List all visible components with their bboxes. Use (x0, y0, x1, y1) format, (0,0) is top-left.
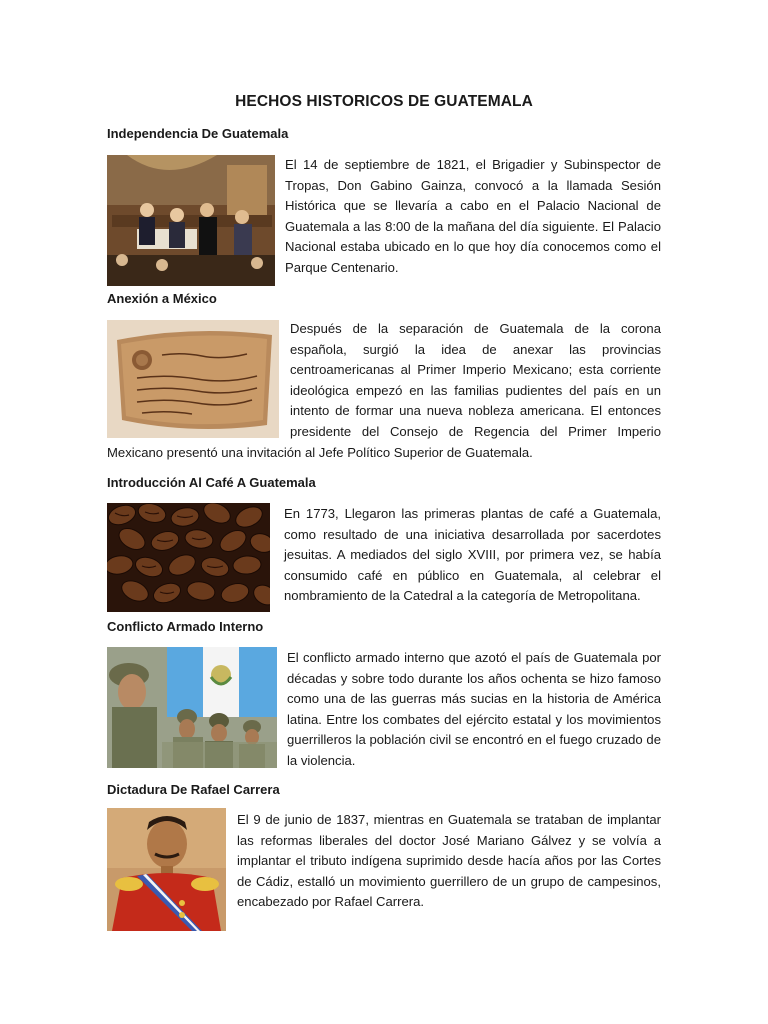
section-text-independencia: El 14 de septiembre de 1821, el Brigadier y Subinspector de Tropas, Don Gabino Gainza, convocó a la llamada Sesión Histórica que se llevaría a cabo en el Palacio Nacional de Guatemala a las 8:00 de la mañana del día siguiente. El Palacio Nacional estaba ubicado en lo que hoy día conocemos como el Parque Centenario. (285, 157, 661, 275)
coffee-beans-image (107, 503, 270, 612)
rafael-carrera-portrait-image (107, 808, 226, 931)
soldiers-flag-image (107, 647, 277, 768)
section-heading-conflicto: Conflicto Armado Interno (107, 619, 264, 634)
independence-painting-image (107, 155, 275, 286)
section-text-conflicto: El conflicto armado interno que azotó el país de Guatemala por décadas y sobre todo durante los años ochenta se hizo famoso como una de las guerras más sucias en la historia de América latina. Entre los combates del ejército estatal y los movimientos guerrilleros la población civil se encontró en el fuego cruzado de la violencia. (287, 650, 661, 768)
image-float-spacer (107, 319, 290, 422)
section-heading-independencia: Independencia De Guatemala (107, 126, 289, 141)
section-heading-carrera: Dictadura De Rafael Carrera (107, 782, 280, 797)
section-text-carrera: El 9 de junio de 1837, mientras en Guatemala se trataban de implantar las reformas liberales del doctor José Mariano Gálvez y se volvía a implantar el tributo indígena suprimido desde hacía años por las Cortes de Cádiz, estalló un movimiento guerrillero de un grupo de campesinos, encabezado por Rafael Carrera. (237, 812, 661, 910)
page-title: HECHOS HISTORICOS DE GUATEMALA (235, 93, 533, 110)
section-text-anexion-content: Después de la separación de Guatemala de la corona española, surgió la idea de anexar las provincias centroamericanas al Primer Imperio Mexicano; esta corriente ideológica empezó en las familias pudientes del país en un intento de formar una nueva nobleza americana. El entonces presidente del Consejo de Regencia del Primer Imperio Mexicano presentó una invitación al Jefe Político Superior de Guatemala. (107, 321, 661, 460)
section-heading-anexion: Anexión a México (107, 291, 217, 306)
section-text-anexion (107, 319, 661, 463)
section-text-cafe: En 1773, Llegaron las primeras plantas de café a Guatemala, como resultado de una iniciativa desarrollada por sacerdotes jesuitas. A mediados del siglo XVIII, por primera vez, se había consumido café en público en Guatemala, al celebrar el nombramiento de la Catedral a la categoría de Metropolitana. (284, 506, 661, 604)
section-heading-cafe: Introducción Al Café A Guatemala (107, 475, 316, 490)
